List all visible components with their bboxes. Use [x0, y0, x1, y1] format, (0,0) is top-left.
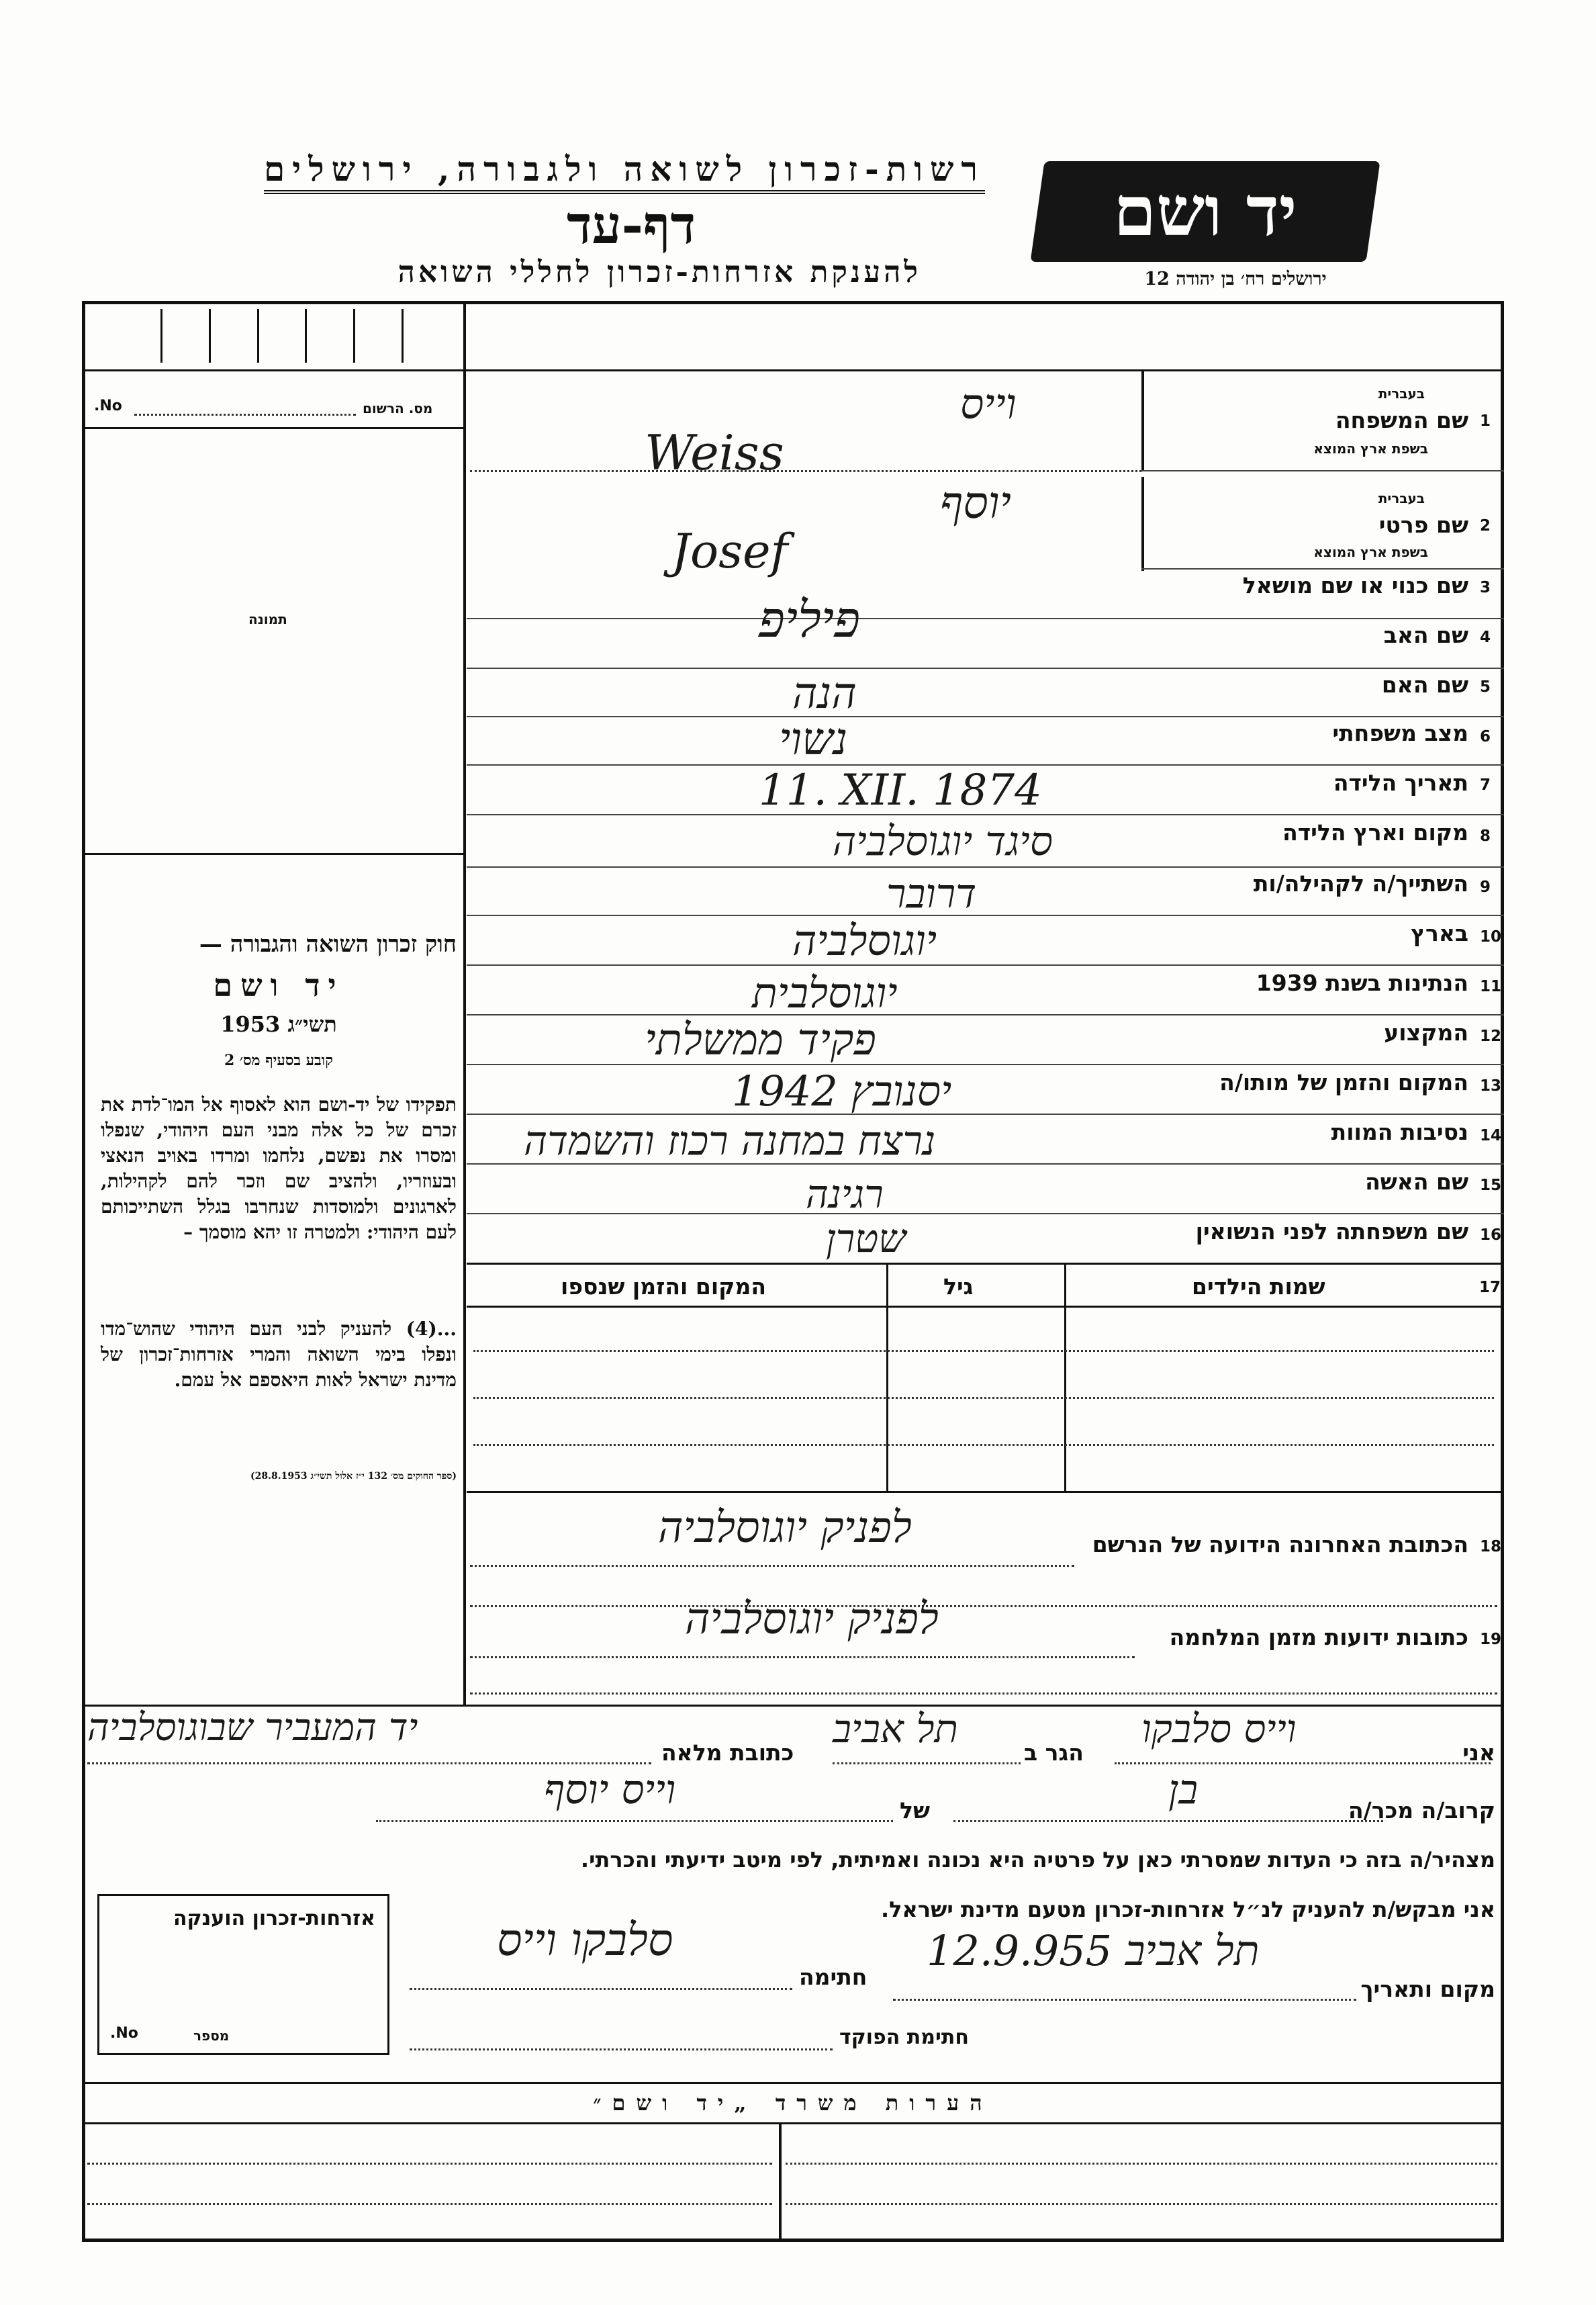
- field-number: 16: [1480, 1226, 1502, 1244]
- of-label: של: [900, 1797, 930, 1823]
- children-bottom-line: [467, 1491, 1504, 1493]
- row-line: [467, 866, 1504, 868]
- declaration-statement: מצהיר/ה בזה כי העדות שמסרתי כאן על פרטיה היא נכונה ואמיתית, לפי מיטב ידיעתי והכרתי.: [580, 1847, 1495, 1872]
- last-address-value: לפניק יוגוסלביה: [658, 1503, 912, 1553]
- photo-box-bottom: [84, 853, 463, 855]
- field-number: 18: [1480, 1538, 1502, 1555]
- field-label-father: שם האב: [1383, 622, 1468, 648]
- place-date-line: [893, 1999, 1356, 2001]
- field-number: 6: [1480, 728, 1491, 745]
- field-label-nickname: שם כנוי או שם מושאל: [1242, 572, 1468, 598]
- mother-value: הנה: [792, 669, 857, 719]
- law-text-clause: ...(4) להעניק לבני העם היהודי שהוש־מדו ונפלו בימי השואה והמרי אזרחות־זכרון של מדינת ישראל לאות היאספם אל עמם.: [101, 1318, 457, 1391]
- field-number: 4: [1480, 629, 1491, 646]
- children-row: [473, 1350, 1494, 1352]
- field-number: 3: [1480, 579, 1491, 596]
- birth-date-value: 11. XII. 1874: [759, 766, 1042, 815]
- field-label-marital: מצב משפחתי: [1332, 720, 1468, 746]
- city-value: תל אביב: [833, 1706, 958, 1752]
- row-line: [467, 1114, 1504, 1115]
- children-header-line: [467, 1306, 1504, 1308]
- field-label-community: השתייך/ה לקהילה/ות: [1253, 870, 1468, 897]
- declaration-lives-in-label: הגר ב: [1024, 1739, 1084, 1766]
- community-value: דרובר: [886, 870, 977, 917]
- office-notes-title: הערות משרד „יד ושם״: [593, 2090, 993, 2116]
- law-text-main: תפקידו של יד-ושם הוא לאסוף אל המו־לדת את זכרם של כל אלה מבני העם היהודי, שנפלו ומסרו את נפשם, נלחמו ומרדו באויב הנאצי ובעוזריו, ולהציב שם וזכר להם לקהילות, לארגונים ולמוסדות שנחרבו בגלל השתייכותם לעם היהודי: ולמטרה זו יהא מוסמך –: [101, 1093, 457, 1243]
- field-sub-origin: בשפת ארץ המוצא: [1313, 544, 1428, 560]
- row-line: [1141, 568, 1504, 570]
- law-clause: קובע בסעיף מס׳ 2: [224, 1052, 334, 1069]
- relation-line: [953, 1820, 1383, 1822]
- field-number: 1: [1480, 412, 1491, 430]
- declarant-line: [1115, 1762, 1491, 1764]
- wife-maiden-value: שטרן: [826, 1216, 906, 1261]
- of-name-value: וייס יוסף: [544, 1766, 676, 1813]
- reg-no-line: [134, 414, 356, 416]
- field-label-mother: שם האם: [1381, 672, 1468, 698]
- row-line: [467, 668, 1504, 669]
- signature-line: [410, 1988, 792, 1990]
- row-line: [467, 1064, 1504, 1065]
- death-value: יסנובץ 1942: [732, 1067, 952, 1116]
- full-address-line: [87, 1762, 651, 1764]
- signature-label: חתימה: [799, 1964, 867, 1990]
- death-circumstances-value: נרצח במחנה רכוז והשמדה: [524, 1118, 936, 1165]
- law-title: חוק זכרון השואה והגבורה —: [199, 931, 457, 958]
- field-number: 9: [1480, 878, 1491, 896]
- row-line: [467, 618, 1504, 619]
- photo-label: תמונה: [248, 611, 287, 627]
- city-line: [833, 1762, 1021, 1764]
- top-strip-line: [82, 369, 1504, 371]
- row-dotline: [470, 470, 1141, 472]
- field-number: 13: [1480, 1077, 1502, 1095]
- field-label-profession: המקצוע: [1384, 1020, 1468, 1046]
- reg-no-prefix: No.: [94, 398, 122, 414]
- citizenship-granted-box: [97, 1894, 389, 2055]
- field-number: 19: [1480, 1631, 1502, 1648]
- row-line: [467, 716, 1504, 717]
- stamp-box-number-label: מספר: [193, 2028, 230, 2044]
- father-value: פיליפ: [759, 591, 860, 649]
- relative-label: קרוב/ה מכר/ה: [1348, 1797, 1495, 1823]
- signature-value: סלבקו וייס: [497, 1914, 673, 1966]
- field-number: 14: [1480, 1127, 1502, 1144]
- field-label-surname: שם המשפחה: [1335, 407, 1468, 433]
- children-col-names: שמות הילדים: [1192, 1273, 1325, 1300]
- field-number: 10: [1480, 928, 1502, 946]
- wife-value: רגינה: [806, 1171, 884, 1217]
- address-extra-line: [470, 1692, 1497, 1694]
- children-row: [473, 1444, 1494, 1446]
- declaration-request: אני מבקש/ת להעניק לנ״ל אזרחות-זכרון מטעם מדינת ישראל.: [881, 1897, 1495, 1922]
- field-number: 8: [1480, 827, 1491, 845]
- full-address-value: יד המעביר שבוגוסלביה: [87, 1706, 418, 1750]
- field-label-death: המקום והזמן של מותו/ה: [1219, 1069, 1468, 1095]
- form-subtitle: להענקת אזרחות-זכרון לחללי השואה: [397, 255, 921, 289]
- field-label-wife-maiden: שם משפחתה לפני הנשואין: [1195, 1218, 1468, 1245]
- row-line: [467, 915, 1504, 916]
- row-line: [467, 1014, 1504, 1015]
- registration-boxes: [114, 309, 450, 363]
- clerk-signature-label: חתימת הפוקד: [839, 2026, 969, 2049]
- label-divider-1: [1141, 369, 1144, 470]
- last-address-line: [470, 1565, 1074, 1567]
- field-sub-hebrew: בעברית: [1378, 386, 1425, 402]
- row-line: [1141, 470, 1504, 471]
- law-name: יד ושם: [213, 967, 344, 1003]
- label-divider-2: [1141, 477, 1144, 571]
- office-notes-line: [786, 2163, 1497, 2165]
- organization-title: רשות-זכרון לשואה ולגבורה, ירושלים: [264, 149, 985, 194]
- profession-value: פקיד ממשלתי: [645, 1015, 876, 1065]
- field-sub-hebrew: בעברית: [1378, 490, 1425, 506]
- declarant-name-value: וייס סלבקו: [1141, 1706, 1297, 1752]
- office-notes-divider: [779, 2122, 782, 2242]
- first-name-hebrew-value: יוסף: [940, 477, 1011, 529]
- surname-origin-value: Weiss: [645, 424, 784, 481]
- birth-place-value: סיגד יוגוסלביה: [833, 818, 1053, 865]
- field-number: 15: [1480, 1177, 1502, 1194]
- field-number: 7: [1480, 776, 1491, 794]
- children-col-divider: [1064, 1263, 1066, 1491]
- form-title: דף-עד: [567, 195, 696, 256]
- field-label-last-address: הכתובת האחרונה הידועה של הנרשם: [1092, 1531, 1468, 1557]
- stamp-box-title: אזרחות-זכרון הוענקה: [173, 1907, 375, 1930]
- logo-text: יד ושם: [1113, 171, 1297, 252]
- place-date-value: תל אביב 12.9.955: [927, 1926, 1260, 1975]
- field-label-wife: שם האשה: [1365, 1169, 1468, 1195]
- clerk-signature-line: [410, 2048, 833, 2050]
- place-date-label: מקום ותאריך: [1360, 1976, 1495, 2002]
- field-number: 17: [1479, 1279, 1501, 1296]
- of-name-line: [376, 1820, 893, 1822]
- country-value: יוגוסלביה: [792, 916, 937, 965]
- declaration-ani-label: אני: [1462, 1739, 1495, 1766]
- field-sub-origin: בשפת ארץ המוצא: [1313, 441, 1428, 457]
- field-number: 11: [1480, 978, 1502, 995]
- reg-no-label: מס. הרשום: [363, 400, 433, 416]
- field-label-war-addresses: כתובות ידועות מזמן המלחמה: [1169, 1624, 1468, 1650]
- field-number: 5: [1480, 678, 1491, 696]
- field-number: 12: [1480, 1028, 1502, 1045]
- war-addresses-value: לפניק יוגוסלביה: [685, 1594, 939, 1644]
- field-number: 2: [1480, 517, 1491, 535]
- children-row: [473, 1397, 1494, 1399]
- first-name-origin-value: Josef: [671, 524, 788, 579]
- children-col-age: גיל: [943, 1273, 974, 1300]
- law-year: תשי״ג 1953: [220, 1011, 337, 1037]
- field-label-death-circumstances: נסיבות המוות: [1331, 1119, 1468, 1145]
- office-notes-top-line: [82, 2082, 1504, 2084]
- surname-hebrew-value: וייס: [960, 379, 1017, 428]
- left-column-divider: [463, 301, 466, 1705]
- stamp-box-number-prefix: No.: [110, 2025, 138, 2042]
- office-notes-line: [786, 2203, 1497, 2205]
- logo-address: ירושלים רח׳ בן יהודה 12: [1144, 269, 1327, 289]
- field-label-first-name: שם פרטי: [1378, 512, 1468, 538]
- field-label-birth-date: תאריך הלידה: [1333, 770, 1468, 796]
- children-col-place-time: המקום והזמן שנספו: [561, 1273, 766, 1300]
- full-address-label: כתובת מלאה: [661, 1739, 794, 1766]
- office-notes-header-line: [82, 2122, 1504, 2124]
- citizenship-value: יוגוסלבית: [752, 968, 898, 1018]
- field-label-birth-place: מקום וארץ הלידה: [1282, 819, 1468, 846]
- field-label-country: בארץ: [1411, 920, 1468, 946]
- law-source: (ספר החוקים מס׳ 132 י״ז אלול תשי״ג 28.8.1953): [250, 1471, 457, 1482]
- office-notes-line: [87, 2163, 772, 2165]
- field-label-citizenship: הנתינות בשנת 1939: [1256, 970, 1468, 996]
- war-addresses-line: [470, 1656, 1135, 1658]
- children-table: [467, 1263, 1504, 1491]
- address-extra-line: [470, 1605, 1497, 1607]
- row-line: [467, 1213, 1504, 1214]
- children-col-divider: [886, 1263, 888, 1491]
- marital-value: נשוי: [779, 713, 848, 765]
- office-notes-line: [87, 2203, 772, 2205]
- reg-no-underline: [84, 427, 463, 429]
- row-line: [467, 964, 1504, 966]
- relation-value: בן: [1168, 1766, 1199, 1813]
